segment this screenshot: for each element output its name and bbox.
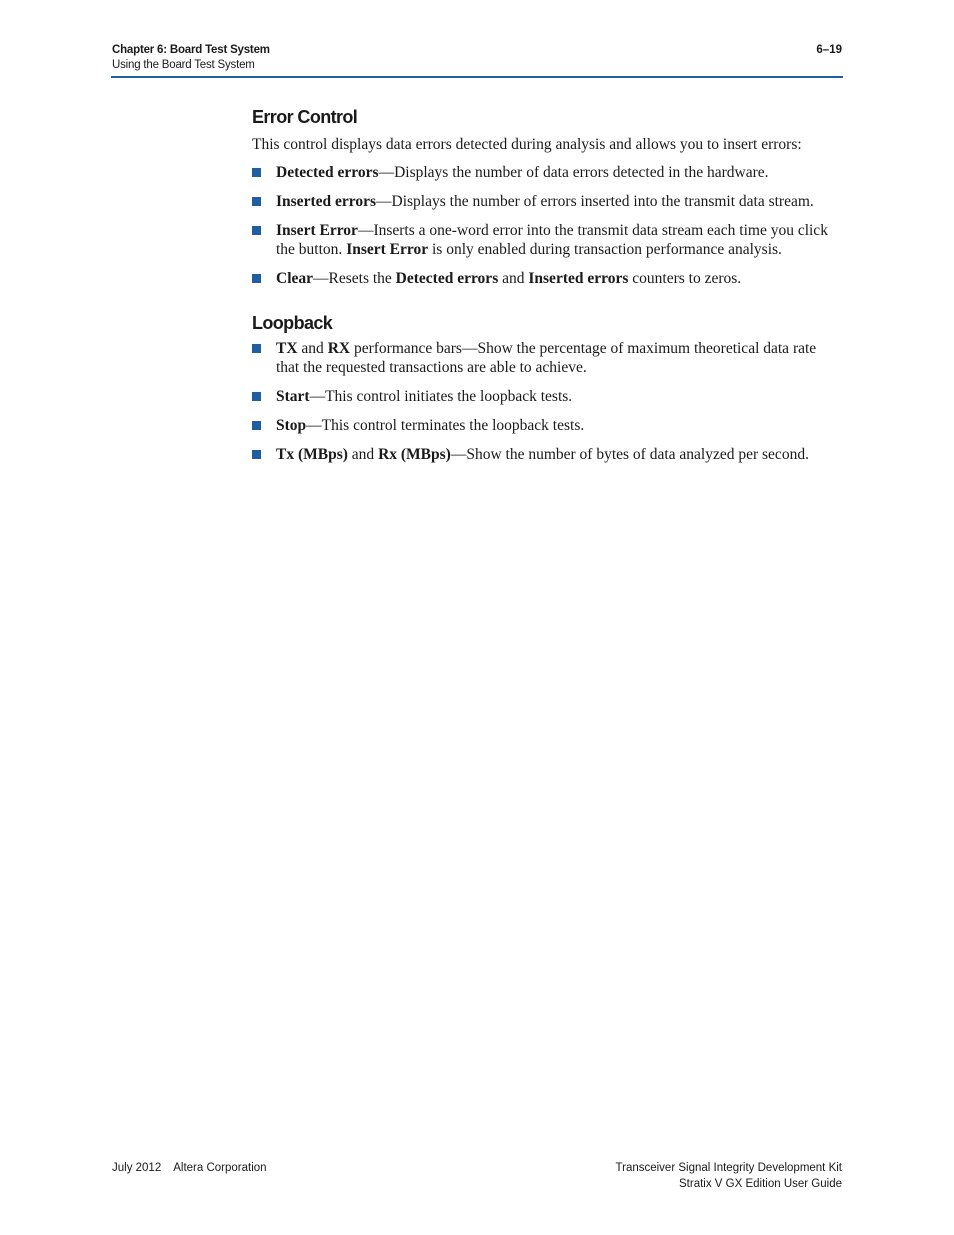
term: Start [276,388,310,405]
list-item [252,416,842,436]
term: Rx (MBps) [378,446,451,463]
definition: —Displays the number of data errors detected in the hardware. [378,163,769,181]
square-bullet-icon [252,168,261,177]
square-bullet-icon [252,344,261,353]
definition: —Inserts a one-word error into the transmit data stream each time you click the button. [276,221,828,258]
definition: —Show the number of bytes of data analyzed per second. [450,446,809,463]
list-item [252,221,842,260]
square-bullet-icon [252,421,261,430]
error-control-heading: Error Control [252,107,358,127]
term: Clear [276,270,314,287]
chapter-title: Chapter 6: Board Test System [112,44,270,56]
loopback-list [252,339,842,465]
term: TX [276,339,298,357]
definition: and [297,339,328,357]
page-footer-right [616,1160,842,1192]
footer-company: Altera Corporation [173,1162,267,1174]
footer-date: July 2012 [112,1162,162,1174]
definition: and [347,446,379,463]
page-body [252,106,842,474]
list-item [252,445,842,465]
square-bullet-icon [252,392,261,401]
list-item [252,269,842,289]
header-rule [111,76,843,78]
footer-doc-subtitle: Stratix V GX Edition User Guide [679,1178,842,1190]
term: Inserted errors [528,270,629,287]
term: Detected errors [276,163,379,181]
page-footer-left [112,1160,267,1176]
list-item [252,339,842,378]
term: Detected errors [395,270,499,287]
term: Insert Error [346,241,429,258]
page-header [112,43,270,73]
square-bullet-icon [252,450,261,459]
list-item [252,163,842,183]
square-bullet-icon [252,274,261,283]
term: Inserted errors [276,192,377,210]
list-item [252,387,842,407]
definition: —This control initiates the loopback tests. [309,388,573,405]
term: RX [327,339,351,357]
loopback-heading: Loopback [252,312,333,333]
definition: performance bars—Show the percentage of maximum theoretical data rate that the requested transactions are able to achieve. [276,339,817,376]
section-title: Using the Board Test System [112,59,255,71]
definition: —Resets the [313,270,396,287]
page-number: 6–19 [816,44,842,56]
list-item [252,192,842,212]
error-control-list [252,163,842,289]
footer-doc-title: Transceiver Signal Integrity Development Kit [615,1162,842,1174]
square-bullet-icon [252,197,261,206]
definition: is only enabled during transaction performance analysis. [428,241,782,258]
definition: counters to zeros. [628,270,742,287]
term: Stop [276,417,307,434]
term: Tx (MBps) [276,446,348,463]
term: Insert Error [276,221,358,239]
definition: and [498,270,529,287]
definition: —Displays the number of errors inserted into the transmit data stream. [376,192,814,210]
error-control-intro: This control displays data errors detected during analysis and allows you to insert errors: [252,136,802,153]
square-bullet-icon [252,226,261,235]
definition: —This control terminates the loopback tests. [306,417,585,434]
